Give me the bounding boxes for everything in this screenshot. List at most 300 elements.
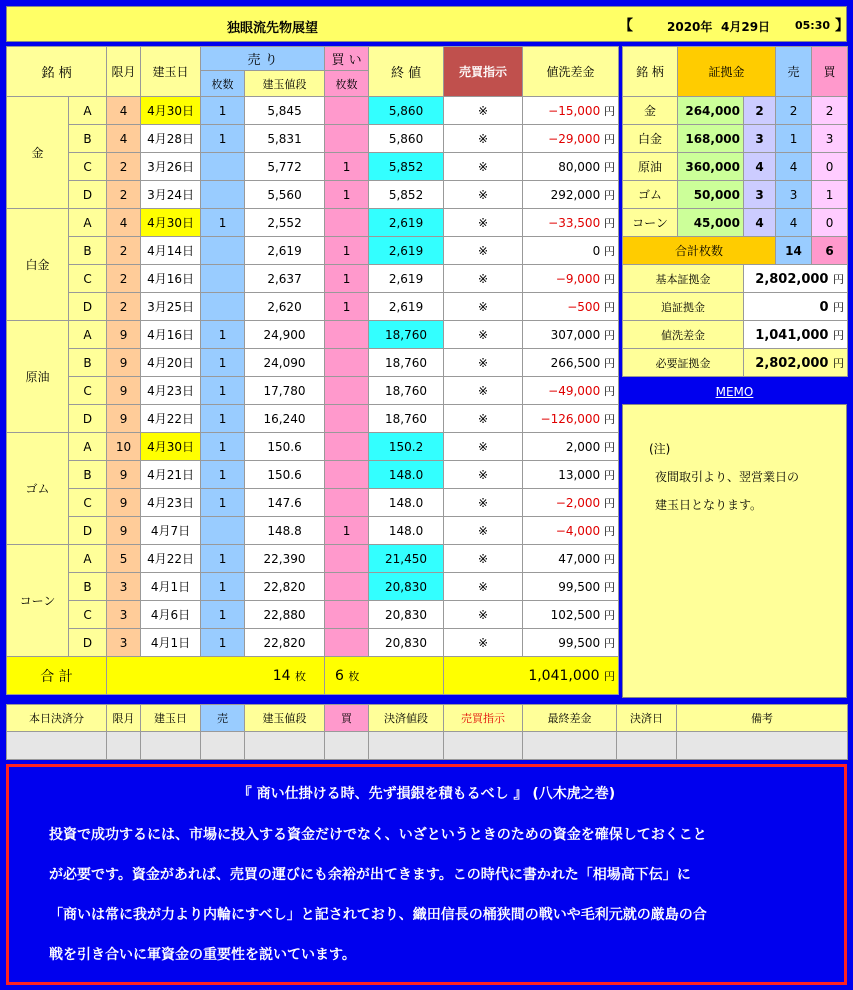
summary-label: 値洗差金 [623, 321, 744, 349]
buy-count [325, 97, 369, 125]
settlement-header: 売買指示 [444, 705, 523, 732]
instruction-mark: ※ [444, 265, 523, 293]
buy-count [325, 405, 369, 433]
open-price: 5,560 [245, 181, 325, 209]
header-close: 終 値 [369, 47, 444, 97]
sell-count: 1 [201, 125, 245, 153]
close-price: 5,852 [369, 181, 444, 209]
table-row [7, 97, 619, 125]
settlement-header: 限月 [107, 705, 141, 732]
close-price: 18,760 [369, 405, 444, 433]
margin-count: 4 [744, 153, 776, 181]
header-month: 限月 [107, 47, 141, 97]
yen-label: 円 [604, 468, 616, 482]
grade: D [69, 181, 107, 209]
instruction-mark: ※ [444, 321, 523, 349]
yen-label: 円 [604, 496, 616, 510]
memo-line-3: 建玉日となります。 [655, 498, 763, 512]
table-row [7, 321, 619, 349]
close-price: 148.0 [369, 461, 444, 489]
margin-count: 3 [744, 125, 776, 153]
summary-row [623, 265, 848, 293]
grade: A [69, 321, 107, 349]
summary-value: 2,802,000 [755, 271, 829, 287]
grade: D [69, 517, 107, 545]
sell-count: 1 [201, 545, 245, 573]
buy-count: 1 [325, 293, 369, 321]
open-price: 2,637 [245, 265, 325, 293]
open-date: 4月30日 [141, 209, 201, 237]
open-price: 24,900 [245, 321, 325, 349]
month: 3 [107, 601, 141, 629]
settlement-cell [201, 732, 245, 760]
buy-count [325, 573, 369, 601]
margin-row [623, 125, 848, 153]
summary-label: 必要証拠金 [623, 349, 744, 377]
side-total-buy: 6 [812, 237, 848, 265]
open-price: 22,820 [245, 629, 325, 657]
diff-value: 47,000 [558, 551, 601, 566]
margin-brand: ゴム [623, 181, 678, 209]
table-row [7, 461, 619, 489]
yen-label: 円 [604, 272, 616, 286]
month: 2 [107, 265, 141, 293]
buy-count [325, 461, 369, 489]
yen-label: 円 [604, 216, 616, 230]
month: 9 [107, 321, 141, 349]
summary-label: 基本証拠金 [623, 265, 744, 293]
title-bar [6, 6, 847, 42]
header-buy-count: 枚数 [325, 71, 369, 97]
month: 9 [107, 517, 141, 545]
total-buy: 6 [335, 667, 344, 684]
month: 4 [107, 125, 141, 153]
month: 2 [107, 181, 141, 209]
instruction-mark: ※ [444, 489, 523, 517]
month: 10 [107, 433, 141, 461]
diff-value: 292,000 [550, 187, 601, 202]
yen-label: 円 [604, 300, 616, 314]
buy-count [325, 433, 369, 461]
brand-name: 金 [7, 97, 69, 209]
table-row [7, 209, 619, 237]
close-price: 5,860 [369, 97, 444, 125]
close-price: 20,830 [369, 573, 444, 601]
grade: C [69, 153, 107, 181]
table-row [7, 405, 619, 433]
month: 2 [107, 237, 141, 265]
diff-value: −9,000 [555, 271, 601, 286]
summary-yen: 円 [833, 356, 845, 370]
yen-label: 円 [604, 328, 616, 342]
margin-count: 4 [744, 209, 776, 237]
sell-count: 1 [201, 349, 245, 377]
summary-row [623, 321, 848, 349]
table-row [7, 349, 619, 377]
table-row [7, 545, 619, 573]
instruction-mark: ※ [444, 517, 523, 545]
open-date: 4月16日 [141, 265, 201, 293]
open-date: 4月28日 [141, 125, 201, 153]
margin-row [623, 153, 848, 181]
buy-count [325, 377, 369, 405]
header-time: 05:30 [795, 19, 831, 32]
header-date: 4月29日 [721, 20, 771, 34]
grade: C [69, 377, 107, 405]
open-date: 4月1日 [141, 573, 201, 601]
margin-sell: 4 [776, 209, 812, 237]
open-price: 5,772 [245, 153, 325, 181]
grade: C [69, 265, 107, 293]
table-row [7, 517, 619, 545]
margin-count: 3 [744, 181, 776, 209]
header-brand: 銘 柄 [7, 47, 107, 97]
settlement-cell [523, 732, 617, 760]
quote-line-3: 「商いは常に我が力より内輪にすべし」と記されており、織田信長の桶狭間の戦いや毛利元就の厳島の合 [49, 907, 707, 923]
total-sell-unit: 枚 [295, 669, 307, 683]
open-date: 4月14日 [141, 237, 201, 265]
settlement-cell [107, 732, 141, 760]
diff-value: 266,500 [550, 355, 601, 370]
instruction-mark: ※ [444, 153, 523, 181]
margin-brand: 原油 [623, 153, 678, 181]
open-price: 2,552 [245, 209, 325, 237]
margin-sell: 2 [776, 97, 812, 125]
buy-count: 1 [325, 517, 369, 545]
diff-value: −15,000 [548, 103, 601, 118]
diff-value: −29,000 [548, 131, 601, 146]
diff-value: 13,000 [558, 467, 601, 482]
header-price: 建玉値段 [245, 71, 325, 97]
memo-link[interactable] [622, 381, 847, 403]
instruction-mark: ※ [444, 629, 523, 657]
yen-label: 円 [604, 160, 616, 174]
table-row [7, 629, 619, 657]
open-price: 16,240 [245, 405, 325, 433]
open-date: 4月23日 [141, 377, 201, 405]
grade: D [69, 293, 107, 321]
open-date: 4月22日 [141, 545, 201, 573]
diff-value: −2,000 [555, 495, 601, 510]
brand-name: 白金 [7, 209, 69, 321]
buy-count [325, 545, 369, 573]
open-price: 2,620 [245, 293, 325, 321]
memo-label[interactable]: MEMO [715, 385, 754, 399]
buy-count [325, 349, 369, 377]
month: 2 [107, 293, 141, 321]
bracket-open: 【 [619, 18, 633, 34]
diff-value: 2,000 [565, 439, 601, 454]
open-date: 4月7日 [141, 517, 201, 545]
month: 9 [107, 405, 141, 433]
yen-label: 円 [604, 244, 616, 258]
buy-count [325, 489, 369, 517]
instruction-mark: ※ [444, 181, 523, 209]
sell-count: 1 [201, 461, 245, 489]
margin-brand: コーン [623, 209, 678, 237]
sell-count: 1 [201, 489, 245, 517]
settlement-header: 備考 [677, 705, 848, 732]
close-price: 5,860 [369, 125, 444, 153]
margin-buy: 2 [812, 97, 848, 125]
open-date: 4月1日 [141, 629, 201, 657]
margin-row [623, 97, 848, 125]
table-row [7, 153, 619, 181]
memo-line-2: 夜間取引より、翌営業日の [655, 470, 800, 484]
month: 5 [107, 545, 141, 573]
yen-label: 円 [604, 132, 616, 146]
instruction-mark: ※ [444, 125, 523, 153]
grade: B [69, 237, 107, 265]
settlement-header: 売 [201, 705, 245, 732]
open-price: 17,780 [245, 377, 325, 405]
instruction-mark: ※ [444, 405, 523, 433]
yen-label: 円 [604, 440, 616, 454]
instruction-mark: ※ [444, 237, 523, 265]
sell-count [201, 265, 245, 293]
settlement-cell [245, 732, 325, 760]
memo-line-1: (注) [649, 442, 671, 456]
yen-label: 円 [604, 412, 616, 426]
close-price: 5,852 [369, 153, 444, 181]
margin-amount: 45,000 [678, 209, 744, 237]
quote-line-4: 戦を引き合いに軍資金の重要性を説いています。 [49, 947, 356, 963]
open-price: 2,619 [245, 237, 325, 265]
total-buy-unit: 枚 [348, 669, 360, 683]
yen-label: 円 [604, 636, 616, 650]
settlement-cell [617, 732, 677, 760]
close-price: 2,619 [369, 237, 444, 265]
settlement-header: 最終差金 [523, 705, 617, 732]
close-price: 2,619 [369, 209, 444, 237]
grade: B [69, 461, 107, 489]
buy-count: 1 [325, 153, 369, 181]
buy-count [325, 601, 369, 629]
table-row [7, 125, 619, 153]
header-year: 2020年 [667, 20, 713, 34]
quote-title: 『 商い仕掛ける時、先ず損銀を積もるべし 』 (八木虎之巻) [237, 786, 616, 802]
settlement-cell [677, 732, 848, 760]
open-date: 4月23日 [141, 489, 201, 517]
margin-sell: 1 [776, 125, 812, 153]
open-date: 4月30日 [141, 433, 201, 461]
settlement-header: 建玉日 [141, 705, 201, 732]
summary-value: 2,802,000 [755, 355, 829, 371]
header-sell: 売 り [201, 47, 325, 71]
yen-label: 円 [604, 608, 616, 622]
close-price: 148.0 [369, 489, 444, 517]
month: 9 [107, 377, 141, 405]
open-price: 22,820 [245, 573, 325, 601]
settlement-header: 建玉値段 [245, 705, 325, 732]
instruction-mark: ※ [444, 461, 523, 489]
total-diff-yen: 円 [604, 669, 616, 683]
margin-row [623, 209, 848, 237]
total-diff: 1,041,000 [528, 667, 600, 684]
table-row [7, 377, 619, 405]
summary-yen: 円 [833, 272, 845, 286]
table-row [7, 433, 619, 461]
month: 9 [107, 489, 141, 517]
brand-name: 原油 [7, 321, 69, 433]
header-diff: 値洗差金 [523, 47, 619, 97]
instruction-mark: ※ [444, 293, 523, 321]
page-title: 独眼流先物展望 [227, 21, 319, 36]
margin-amount: 50,000 [678, 181, 744, 209]
month: 4 [107, 97, 141, 125]
total-sell: 14 [272, 667, 291, 684]
diff-value: −500 [567, 299, 601, 314]
open-date: 3月26日 [141, 153, 201, 181]
close-price: 20,830 [369, 601, 444, 629]
buy-count [325, 321, 369, 349]
side-total-label: 合計枚数 [623, 237, 776, 265]
diff-value: 307,000 [550, 327, 601, 342]
side-header-brand: 銘 柄 [623, 47, 678, 97]
sell-count: 1 [201, 405, 245, 433]
sell-count: 1 [201, 601, 245, 629]
sell-count: 1 [201, 209, 245, 237]
yen-label: 円 [604, 384, 616, 398]
brand-name: コーン [7, 545, 69, 657]
summary-row [623, 293, 848, 321]
buy-count [325, 209, 369, 237]
instruction-mark: ※ [444, 573, 523, 601]
yen-label: 円 [604, 104, 616, 118]
open-price: 5,831 [245, 125, 325, 153]
settlement-header: 決済日 [617, 705, 677, 732]
open-price: 150.6 [245, 461, 325, 489]
yen-label: 円 [604, 188, 616, 202]
margin-brand: 白金 [623, 125, 678, 153]
table-row [7, 489, 619, 517]
instruction-mark: ※ [444, 209, 523, 237]
memo-box [622, 404, 847, 698]
open-price: 150.6 [245, 433, 325, 461]
close-price: 18,760 [369, 321, 444, 349]
margin-buy: 1 [812, 181, 848, 209]
margin-amount: 168,000 [678, 125, 744, 153]
table-row [7, 265, 619, 293]
sell-count [201, 153, 245, 181]
side-header-buy: 買 [812, 47, 848, 97]
margin-amount: 360,000 [678, 153, 744, 181]
settlement-header: 決済値段 [369, 705, 444, 732]
grade: C [69, 489, 107, 517]
close-price: 21,450 [369, 545, 444, 573]
settlement-header: 買 [325, 705, 369, 732]
sell-count: 1 [201, 377, 245, 405]
quote-line-1: 投資で成功するには、市場に投入する資金だけでなく、いざというときのための資金を確保しておくこと [49, 827, 707, 843]
close-price: 2,619 [369, 265, 444, 293]
quote-box [6, 764, 847, 985]
instruction-mark: ※ [444, 97, 523, 125]
grade: D [69, 629, 107, 657]
table-row [7, 181, 619, 209]
grade: D [69, 405, 107, 433]
header-buy: 買 い [325, 47, 369, 71]
diff-value: 99,500 [558, 635, 601, 650]
side-total-sell: 14 [776, 237, 812, 265]
sell-count: 1 [201, 97, 245, 125]
settlement-cell [141, 732, 201, 760]
close-price: 150.2 [369, 433, 444, 461]
diff-value: 99,500 [558, 579, 601, 594]
grade: B [69, 573, 107, 601]
yen-label: 円 [604, 356, 616, 370]
close-price: 2,619 [369, 293, 444, 321]
header-open-date: 建玉日 [141, 47, 201, 97]
instruction-mark: ※ [444, 601, 523, 629]
margin-buy: 0 [812, 209, 848, 237]
diff-value: −126,000 [540, 411, 601, 426]
diff-value: −4,000 [555, 523, 601, 538]
grade: B [69, 125, 107, 153]
diff-value: 102,500 [550, 607, 601, 622]
summary-yen: 円 [833, 328, 845, 342]
settlement-header: 本日決済分 [7, 705, 107, 732]
open-price: 147.6 [245, 489, 325, 517]
margin-table [622, 46, 848, 377]
sell-count: 1 [201, 433, 245, 461]
buy-count: 1 [325, 181, 369, 209]
margin-row [623, 181, 848, 209]
open-date: 4月20日 [141, 349, 201, 377]
month: 9 [107, 349, 141, 377]
margin-brand: 金 [623, 97, 678, 125]
sell-count [201, 237, 245, 265]
sell-count [201, 181, 245, 209]
settlement-table [6, 704, 848, 760]
sell-count [201, 517, 245, 545]
close-price: 18,760 [369, 377, 444, 405]
open-date: 4月21日 [141, 461, 201, 489]
diff-value: 0 [592, 243, 601, 258]
margin-sell: 3 [776, 181, 812, 209]
total-label: 合 計 [7, 657, 107, 695]
sell-count: 1 [201, 321, 245, 349]
open-price: 5,845 [245, 97, 325, 125]
table-row [7, 293, 619, 321]
header-sell-count: 枚数 [201, 71, 245, 97]
open-price: 22,390 [245, 545, 325, 573]
side-header-margin: 証拠金 [678, 47, 776, 97]
open-price: 22,880 [245, 601, 325, 629]
buy-count [325, 125, 369, 153]
positions-table [6, 46, 619, 695]
margin-amount: 264,000 [678, 97, 744, 125]
close-price: 148.0 [369, 517, 444, 545]
instruction-mark: ※ [444, 349, 523, 377]
grade: C [69, 601, 107, 629]
open-price: 24,090 [245, 349, 325, 377]
summary-value: 0 [819, 299, 829, 315]
side-header-sell: 売 [776, 47, 812, 97]
margin-sell: 4 [776, 153, 812, 181]
settlement-cell [369, 732, 444, 760]
quote-line-2: が必要です。資金があれば、売買の運びにも余裕が出てきます。この時代に書かれた「相場高下伝」に [49, 867, 691, 883]
header-instruction: 売買指示 [444, 47, 523, 97]
settlement-cell [325, 732, 369, 760]
month: 2 [107, 153, 141, 181]
yen-label: 円 [604, 552, 616, 566]
table-row [7, 237, 619, 265]
open-date: 4月22日 [141, 405, 201, 433]
month: 9 [107, 461, 141, 489]
open-date: 3月25日 [141, 293, 201, 321]
month: 3 [107, 573, 141, 601]
margin-buy: 3 [812, 125, 848, 153]
